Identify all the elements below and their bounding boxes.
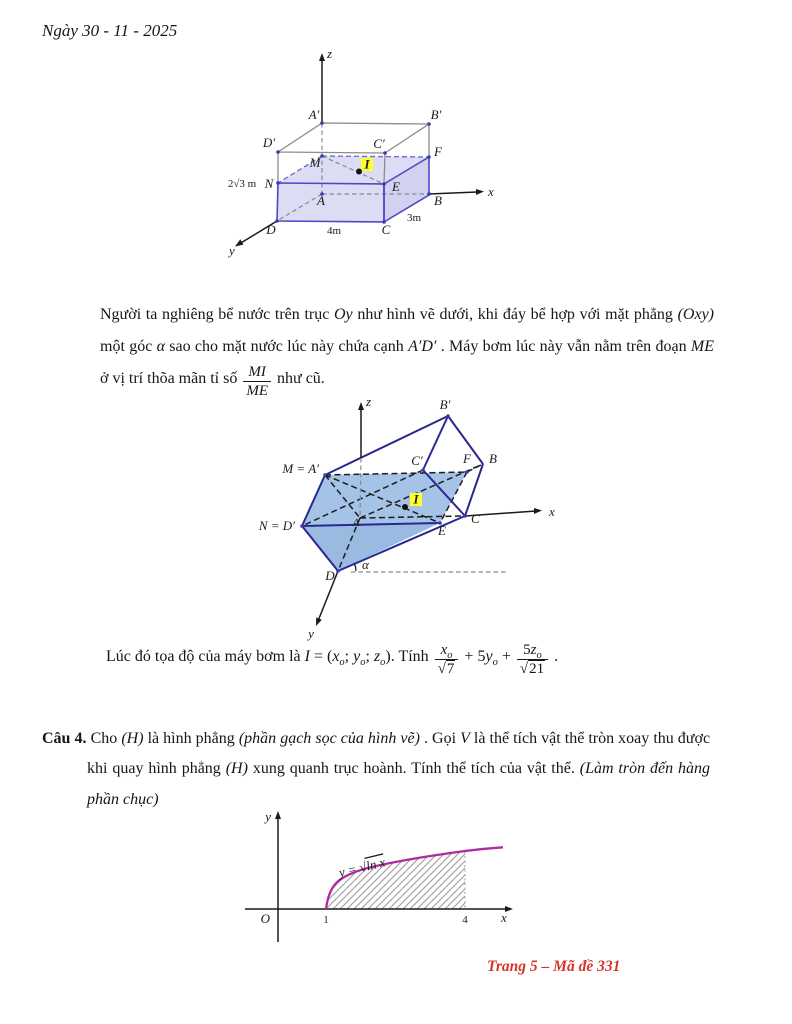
fig1-label-a-prime: A′	[308, 107, 320, 122]
fig2-label-b-prime: B′	[439, 397, 451, 412]
fig3-tick-1: 1	[323, 914, 329, 926]
fig1-label-b: B	[434, 193, 442, 208]
fig1-label-i: I	[364, 156, 370, 172]
curve-equation-label: y = √ln x	[337, 854, 387, 880]
fig1-label-c: C	[381, 222, 391, 237]
fig1-label-d-prime: D′	[262, 135, 276, 150]
fig2-label-x: x	[549, 504, 555, 519]
question-4	[42, 724, 710, 815]
fig1-dim-height: 2√3 m	[227, 178, 257, 190]
pump-point	[402, 504, 408, 510]
fig1-dim-width: 4m	[326, 225, 342, 237]
fig2-label-a: A	[352, 517, 360, 529]
fig1-label-x: x	[488, 184, 494, 199]
fig1-label-f: F	[434, 144, 442, 159]
fig2-label-c-prime: C′	[411, 453, 423, 468]
fig3-label-origin: O	[260, 911, 270, 926]
question-number: Câu 4.	[42, 730, 87, 747]
fig2-label-m-a-prime: M = A′	[282, 461, 319, 476]
fig2-label-y: y	[308, 626, 314, 641]
fig2-label-z: z	[366, 396, 372, 409]
problem-statement: Người ta nghiêng bể nước trên trục Oy như hình vẽ dưới, khi đáy bể hợp với mặt phẳng (Oxy) một góc α sao cho mặt nước lúc này chứa cạnh A′D′ . Máy bơm lúc này vẫn nằm trên đoạn ME ở vị trí thõa mãn tỉ số $\frac{MI}{ME}$ như cũ.	[100, 306, 715, 399]
alpha-angle-arc	[354, 564, 356, 571]
fig3-label-y: y	[265, 809, 271, 824]
fig3-label-x: x	[501, 910, 507, 925]
page-date: Ngày 30 - 11 - 2025	[42, 21, 178, 40]
figure-graph	[240, 806, 525, 948]
fig2-label-b: B	[489, 451, 497, 466]
fig2-label-c: C	[471, 511, 480, 526]
question-4-text: Cho (H) là hình phẳng (phần gạch sọc của hình vẽ) . Gọi V là thể tích vật thể tròn xoay thu được khi quay hình phẳng (H) xung quanh trục hoành. Tính thể tích của vật thể. (Làm tròn đến hàng phần chục)	[87, 730, 711, 808]
pump-point	[356, 169, 362, 175]
pump-coordinates-statement: Lúc đó tọa độ của máy bơm là $I = (x_o$; $y_o$; $z_o$). Tính $\frac{x_o}{√7}$ + $5y_o$ + $\frac{5z_o}{√21}$ .	[106, 642, 559, 677]
figure-tank-tilted	[255, 396, 565, 641]
water-front-face	[302, 523, 440, 571]
fig1-dim-depth: 3m	[406, 212, 422, 224]
page-footer: Trang 5 – Mã đề 331	[487, 958, 621, 975]
fig2-label-alpha: α	[362, 557, 369, 572]
fig2-label-e: E	[438, 523, 446, 538]
fig2-label-d: D	[325, 568, 335, 583]
fig1-label-d: D	[266, 222, 276, 237]
fig1-label-b-prime: B′	[430, 107, 442, 122]
fig1-label-y: y	[229, 243, 235, 258]
fig1-label-a: A	[317, 193, 325, 208]
fig2-label-n-d-prime: N = D′	[258, 518, 295, 533]
fig2-label-i: I	[413, 491, 419, 507]
fig1-label-m: M	[309, 155, 321, 170]
fig3-tick-4: 4	[462, 914, 468, 926]
fig1-label-c-prime: C′	[373, 136, 385, 151]
fig1-label-z: z	[327, 46, 333, 61]
water-front-face	[277, 183, 384, 222]
figure-tank-upright	[215, 46, 510, 291]
fig1-label-e: E	[392, 179, 400, 194]
fig1-label-n: N	[264, 176, 274, 191]
shaded-region	[326, 851, 465, 909]
fig2-label-f: F	[463, 451, 471, 466]
